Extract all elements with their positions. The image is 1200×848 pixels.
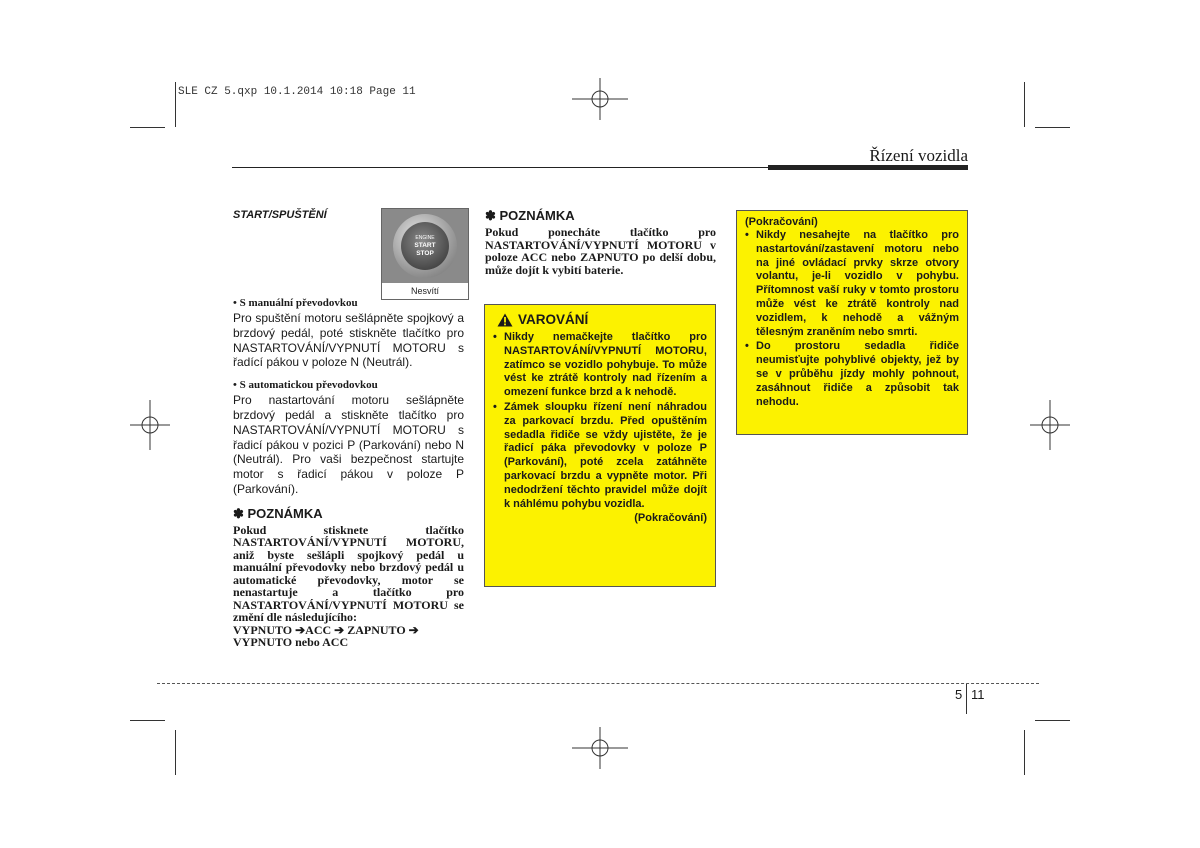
note-heading: ✽ POZNÁMKA [485,208,575,223]
crop-mark [130,127,165,128]
running-head: Řízení vozidla [869,146,968,165]
crop-mark [1035,720,1070,721]
crop-mark [130,720,165,721]
automatic-text: Pro nastartování motoru sešlápněte brzdový pedál a stiskněte tlačítko pro NASTARTOVÁNÍ/VYPNUTÍ MOTORU s řadicí pákou v pozici P (Parkování) nebo N (Neutrál). Pro vaši bezpečnost startujte motor s řadicí pákou v poloze P (Parkování). [233,393,464,496]
crop-mark [1024,730,1025,775]
button-stop-label: STOP [416,250,434,257]
manual-heading: • S manuální převodovkou [233,297,358,309]
note-sequence: VYPNUTO nebo ACC [233,635,349,650]
manual-text: Pro spuštění motoru sešlápněte spojkový a brzdový pedál, poté stiskněte tlačítko pro NASTARTOVÁNÍ/VYPNUTÍ MOTORU s řadící pákou v poloze N (Neutrál). [233,311,464,370]
registration-mark-icon [572,78,628,120]
page-section: 5 [955,687,963,702]
page-number-separator [966,684,967,714]
note-text: Pokud stisknete tlačítko NASTARTOVÁNÍ/VYPNUTÍ MOTORU, aniž byste sešlápli spojkový pedál u manuální převodovky nebo brzdový pedál u automatické převodovky, motor se nenastartuje a tlačítko pro NASTARTOVÁNÍ/VYPNUTÍ MOTORU se změní dle následujícího: [233,522,464,625]
crop-mark [1024,82,1025,127]
continued-heading: (Pokračování) [745,216,818,228]
header-bar [768,165,968,170]
button-engine-label: ENGINE [415,235,435,241]
registration-mark-icon [572,727,628,769]
warning-item-text: Zámek sloupku řízení není náhradou za parkovací brzdu. Před opuštěním sedadla řidiče se vždy ujistěte, že je řadicí páka převodovky v poloze P (Parkování), poté zcela zatáhněte parkovací brzdu a vypněte motor. Při nedodržení těchto pravidel může dojít k náhlému pohybu vozidla. [504,400,707,510]
warning-box [484,304,716,587]
warning-box-continued [736,210,968,435]
print-slug: SLE CZ 5.qxp 10.1.2014 10:18 Page 11 [178,86,416,98]
note-heading: ✽ POZNÁMKA [233,505,323,521]
page-number: 11 [971,687,985,702]
button-bezel [393,214,457,278]
warning-item-text: Nikdy nesahejte na tlačítko pro nastartování/zastavení motoru nebo na jiné ovládací prvky skrze otvory volantu, je-li vozidlo v pohybu. Přítomnost vaší ruky v tomto prostoru může vést ke ztrátě kontroly nad vozidlem, k nehodě a vážným tělesným zraněním nebo smrti. [756,229,959,338]
engine-start-stop-icon [401,222,449,270]
warning-item [493,331,707,400]
image-caption: Nesvítí [382,283,468,299]
footer-rule [157,683,1039,684]
crop-mark [175,730,176,775]
header-rule [232,167,768,168]
warning-item [745,340,959,409]
warning-item [745,229,959,339]
warning-item-text: Do prostoru sedadla řidiče neumisťujte pohyblivé objekty, jež by se v průběhu jízdy mohly pohnout, zasáhnout řidiče a způsobit tak nehodu. [756,340,959,408]
section-title: START/SPUŠTĚNÍ [233,209,327,221]
registration-mark-icon [130,400,170,450]
start-button-image [381,208,469,300]
warning-item [493,401,707,511]
warning-triangle-icon [497,313,513,327]
crop-mark [1035,127,1070,128]
note-sequence: VYPNUTO ➔ACC ➔ ZAPNUTO ➔ [233,622,419,637]
column-2 [485,208,716,276]
bullet: • [493,400,497,413]
bullet: • [745,340,749,353]
note-text: Pokud ponecháte tlačítko pro NASTARTOVÁNÍ/VYPNUTÍ MOTORU v poloze ACC nebo ZAPNUTO po delší dobu, může dojít k vybití baterie. [485,225,716,277]
crop-mark [175,82,176,127]
column-1 [233,297,464,649]
warning-title [497,312,707,327]
continued-label: (Pokračování) [634,512,707,525]
warning-heading: VAROVÁNÍ [518,312,589,327]
button-start-label: START [414,242,436,249]
bullet: • [493,331,497,343]
bullet: • [745,229,749,241]
warning-item-text: Nikdy nemačkejte tlačítko pro NASTARTOVÁNÍ/VYPNUTÍ MOTORU, zatímco se vozidlo pohybuje. To může vést ke ztrátě kontroly nad řízením a omezení funkce brzd a k nehodě. [504,331,707,399]
automatic-heading: • S automatickou převodovkou [233,379,378,392]
registration-mark-icon [1030,400,1070,450]
